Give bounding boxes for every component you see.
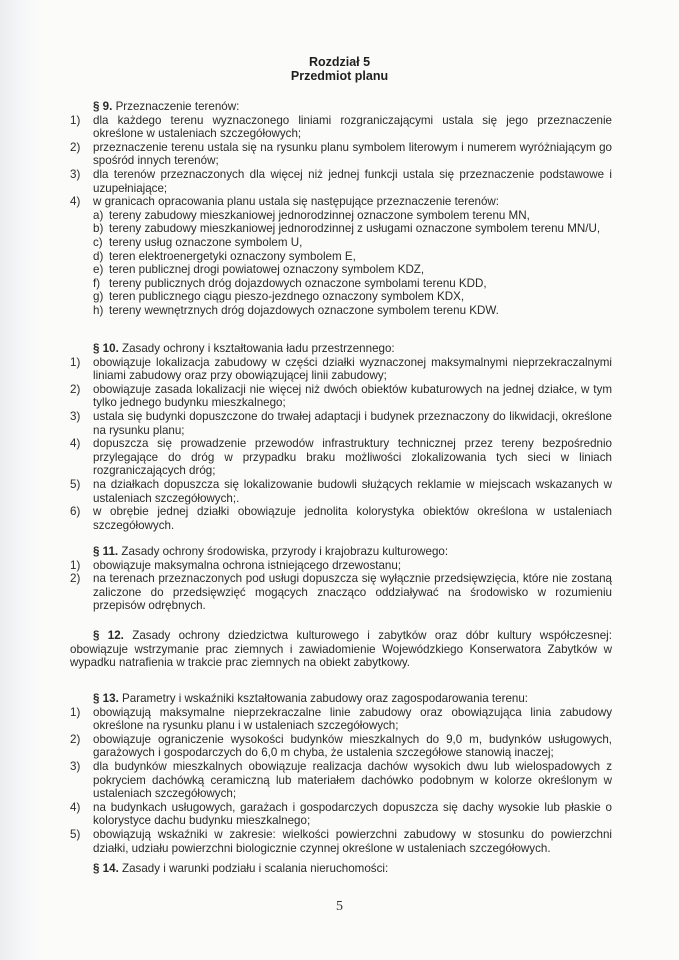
item-number: 5) — [70, 827, 81, 841]
item-text: obowiązuje maksymalna ochrona istniejącego drzewostanu; — [93, 558, 402, 572]
section-number: § 13. — [93, 692, 119, 705]
item-number: 3) — [70, 409, 81, 423]
section-number: § 11. — [93, 545, 119, 558]
list-item — [70, 572, 612, 613]
section-11 — [70, 545, 612, 613]
item-text: dla terenów przeznaczonych dla więcej niż jednej funkcji ustala się przeznaczenie podstawowe i uzupełniające; — [93, 167, 612, 195]
section-heading — [70, 100, 612, 114]
section-heading — [70, 545, 612, 559]
section-number: § 9. — [93, 100, 113, 113]
list-item — [70, 356, 612, 383]
item-number: 5) — [70, 477, 81, 491]
item-text: obowiązuje lokalizacja zabudowy w części działki wyznaczonej maksymalnymi nieprzekraczalnymi liniami zabudowy oraz przy obowiązującej linii zabudowy; — [93, 355, 612, 383]
sub-item — [70, 263, 612, 277]
item-text: przeznaczenie terenu ustala się na rysunku planu symbolem literowym i numerem wyróżniającym go spośród innych terenów; — [93, 140, 612, 168]
item-number: 1) — [70, 113, 81, 127]
sub-item-text: teren publicznej drogi powiatowej oznaczony symbolem KDZ, — [109, 263, 425, 277]
list-item — [70, 706, 612, 733]
sub-item-letter: g) — [93, 290, 104, 304]
item-text: obowiązują wskaźniki w zakresie: wielkości powierzchni zabudowy w stosunku do powierzchni działki, udziału powierzchni biologicznie czynnej określone w ustaleniach szczegółowych. — [93, 827, 612, 855]
item-number: 1) — [70, 705, 81, 719]
item-text: obowiązuje zasada lokalizacji nie więcej niż dwóch obiektów kubaturowych na jednej działce, w tym tylko jednego budynku mieszkalnego; — [93, 382, 612, 410]
sub-item — [70, 290, 612, 304]
item-number: 1) — [70, 355, 81, 369]
section-title: Przeznaczenie terenów: — [115, 100, 240, 113]
list-item — [70, 168, 612, 195]
list-item — [70, 733, 612, 760]
sub-item-letter: d) — [93, 249, 104, 263]
sub-item — [70, 277, 612, 291]
sub-item-letter: h) — [93, 303, 104, 317]
section-number: § 10. — [93, 342, 119, 355]
sub-item-text: tereny wewnętrznych dróg dojazdowych oznaczone symbolem terenu KDW. — [109, 303, 499, 317]
item-text: dla budynków mieszkalnych obowiązuje realizacja dachów wysokich dwu lub wielospadowych z pokryciem dachówką ceramiczną lub materiałem dachówko podobnym w kolorze określonym w ustaleniach szczegółowych; — [93, 759, 612, 801]
item-number: 4) — [70, 195, 81, 209]
section-heading — [70, 342, 612, 356]
section-number: § 12. — [93, 629, 124, 642]
page-number: 5 — [336, 899, 343, 914]
section-number: § 14. — [93, 862, 119, 875]
list-item — [70, 559, 612, 573]
item-text: dla każdego terenu wyznaczonego liniami rozgraniczającymi ustala się jego przeznaczenie określone w ustaleniach szczegółowych; — [93, 113, 612, 141]
sub-item-text: teren publicznego ciągu pieszo-jezdnego oznaczony symbolem KDX, — [109, 290, 465, 304]
item-text: na terenach przeznaczonych pod usługi dopuszcza się wyłącznie przedsięwzięcia, które nie zostaną zaliczone do przedsięwzięć mogących znacząco oddziaływać na środowisko w rozumieniu przepisów odrębnych. — [93, 572, 612, 613]
item-number: 3) — [70, 167, 81, 181]
item-text: obowiązuje ograniczenie wysokości budynków mieszkalnych do 9,0 m, budynków usługowych, garażowych i gospodarczych do 6,0 m chyba, że ustalenia szczegółowe stanowią inaczej; — [93, 732, 612, 760]
section-heading — [70, 692, 612, 706]
item-number: 4) — [70, 437, 81, 451]
section-paragraph — [70, 629, 612, 670]
sub-item — [70, 209, 612, 223]
item-number: 2) — [70, 140, 81, 154]
list-item — [70, 195, 612, 209]
sub-item-letter: c) — [93, 235, 103, 249]
sub-item — [70, 304, 612, 318]
list-item — [70, 801, 612, 828]
list-item — [70, 437, 612, 478]
section-heading — [70, 862, 612, 876]
sub-item-letter: b) — [93, 222, 104, 236]
chapter-subtitle: Przedmiot planu — [290, 69, 389, 83]
item-text: dopuszcza się prowadzenie przewodów infrastruktury technicznej przez tereny bezpośrednio przylegające do dróg w przypadku braku możliwości zlokalizowania tych sieci w liniach rozgraniczających dróg; — [93, 437, 612, 478]
section-title: Zasady ochrony i kształtowania ładu przestrzennego: — [122, 342, 395, 355]
sub-item-letter: e) — [93, 263, 104, 277]
section-12 — [70, 629, 612, 670]
item-number: 1) — [70, 558, 81, 572]
sub-item-text: tereny zabudowy mieszkaniowej jednorodzinnej oznaczone symbolem terenu MN, — [109, 208, 530, 222]
section-14 — [70, 862, 612, 876]
section-9 — [70, 100, 612, 318]
sub-item — [70, 250, 612, 264]
list-item — [70, 760, 612, 801]
sub-item-text: teren elektroenergetyki oznaczony symbolem E, — [109, 249, 356, 263]
item-number: 2) — [70, 732, 81, 746]
chapter-heading: Rozdział 5 — [308, 55, 371, 69]
list-item — [70, 410, 612, 437]
section-10 — [70, 342, 612, 532]
section-title: Parametry i wskaźniki kształtowania zabudowy oraz zagospodarowania terenu: — [122, 692, 529, 705]
sub-item-text: tereny zabudowy mieszkaniowej jednorodzinnej z usługami oznaczone symbolem terenu MN/U, — [109, 222, 601, 236]
scan-edge-shadow — [0, 0, 40, 960]
item-text: obowiązują maksymalne nieprzekraczalne linie zabudowy oraz obowiązująca linia zabudowy określone na rysunku planu i w ustaleniach szczegółowych; — [93, 705, 612, 733]
sub-item — [70, 236, 612, 250]
section-13 — [70, 692, 612, 855]
item-number: 6) — [70, 505, 81, 519]
list-item — [70, 383, 612, 410]
item-text: w granicach opracowania planu ustala się następujące przeznaczenie terenów: — [93, 195, 500, 209]
section-body: obowiązuje wstrzymanie prac ziemnych i zawiadomienie Wojewódzkiego Konserwatora Zabytków w wypadku natrafienia w trakcie prac ziemnych na obiekt zabytkowy. — [70, 642, 612, 670]
sub-item-letter: a) — [93, 208, 104, 222]
item-number: 3) — [70, 759, 81, 773]
item-text: ustala się budynki dopuszczone do trwałej adaptacji i budynek przeznaczony do likwidacji, określone na rysunku planu; — [93, 409, 612, 437]
list-item — [70, 141, 612, 168]
sub-item-letter: f) — [93, 276, 101, 290]
item-number: 4) — [70, 800, 81, 814]
list-item — [70, 505, 612, 532]
item-text: w obrębie jednej działki obowiązuje jednolita kolorystyka obiektów określona w ustaleniach szczegółowych. — [93, 505, 612, 532]
section-title: Zasady ochrony dziedzictwa kulturowego i zabytków oraz dóbr kultury współczesnej: — [132, 629, 612, 642]
sub-item — [70, 222, 612, 236]
item-number: 2) — [70, 382, 81, 396]
item-text: na budynkach usługowych, garażach i gospodarczych dopuszcza się dachy wysokie lub płaskie o kolorystyce dachu budynku mieszkalnego; — [93, 800, 612, 828]
section-title: Zasady ochrony środowiska, przyrody i krajobrazu kulturowego: — [121, 545, 449, 558]
list-item — [70, 478, 612, 505]
list-item — [70, 828, 612, 855]
item-number: 2) — [70, 572, 81, 586]
list-item — [70, 114, 612, 141]
sub-item-text: tereny publicznych dróg dojazdowych oznaczone symbolami terenu KDD, — [109, 276, 487, 290]
item-text: na działkach dopuszcza się lokalizowanie budowli służących reklamie w miejscach wskazanych w ustaleniach szczegółowych;. — [93, 477, 612, 505]
sub-item-text: tereny usług oznaczone symbolem U, — [109, 235, 303, 249]
section-title: Zasady i warunki podziału i scalania nieruchomości: — [122, 862, 389, 875]
